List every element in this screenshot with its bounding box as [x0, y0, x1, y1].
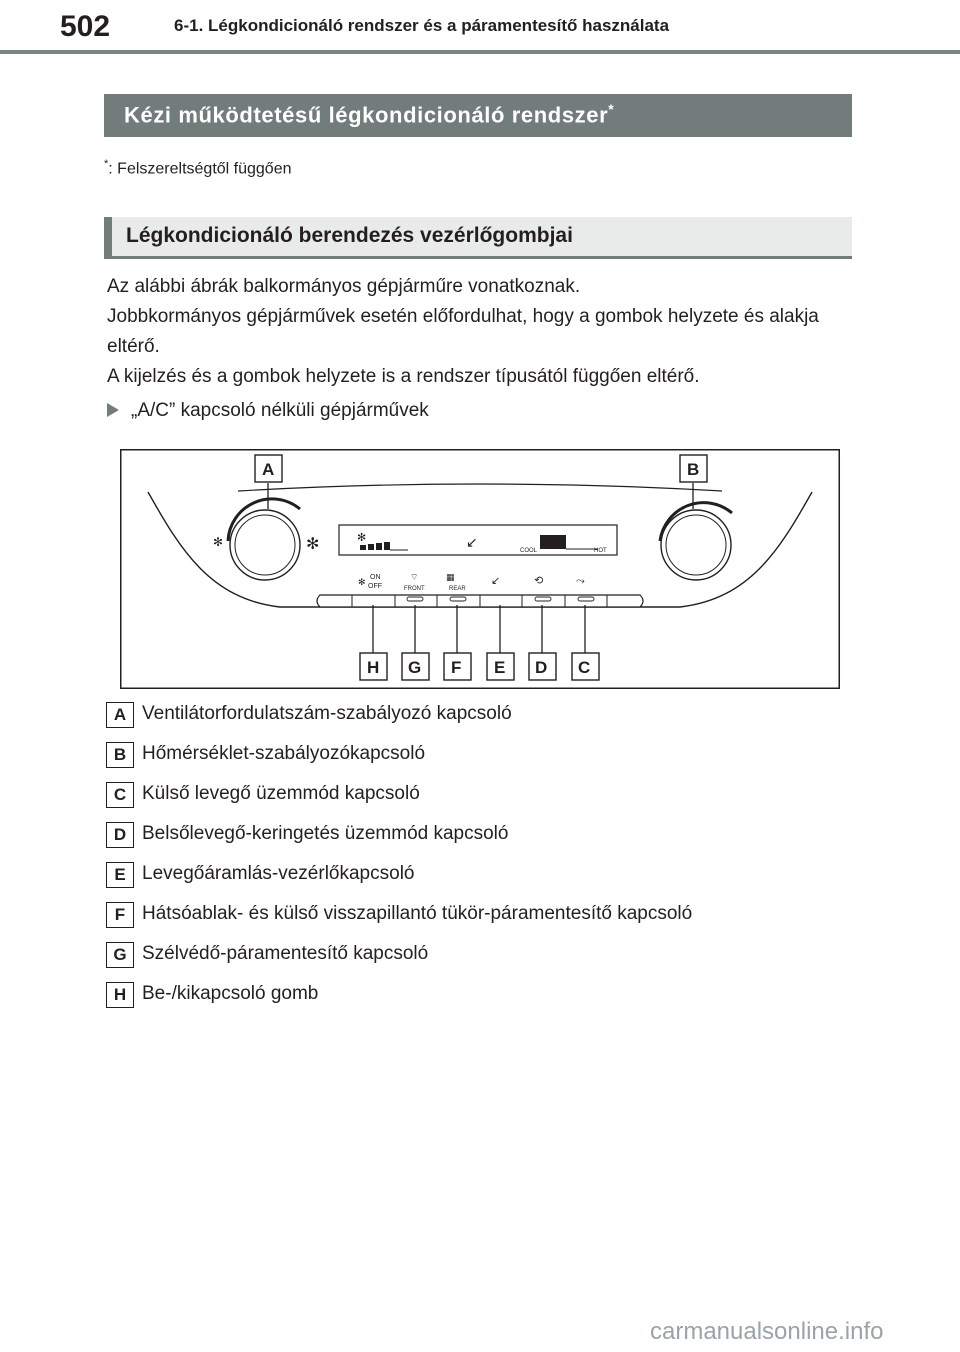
recirculation-icon: ⟲ [534, 574, 544, 587]
svg-text:H: H [367, 658, 380, 677]
bullet-triangle-icon [107, 403, 119, 417]
page-number: 502 [60, 10, 111, 43]
ac-display [339, 525, 617, 555]
svg-text:✻: ✻ [213, 535, 224, 549]
chapter-title: 6-1. Légkondicionáló rendszer és a páramentesítő használata [174, 16, 670, 35]
svg-text:ON: ON [370, 574, 381, 581]
legend-badge: A [106, 702, 134, 728]
legend-text: Szélvédő-páramentesítő kapcsoló [142, 943, 429, 964]
paragraph-2: Jobbkormányos gépjárművek esetén előfordulhat, hogy a gombok helyzete és alakja eltérő. [107, 306, 819, 357]
svg-text:REAR: REAR [449, 586, 466, 592]
windshield-defrost-icon: ⌔ [410, 573, 419, 583]
legend-text: Belsőlevegő-keringetés üzemmód kapcsoló [142, 823, 509, 844]
callout-h [360, 653, 387, 680]
section-title: Kézi működtetésű légkondicionáló rendszer* [124, 101, 615, 128]
callout-d [529, 653, 556, 680]
paragraph-1: Az alábbi ábrák balkormányos gépjárműre vonatkoznak. [107, 276, 581, 297]
legend-badge: D [106, 822, 134, 848]
svg-text:A: A [262, 460, 275, 479]
airflow-mode-icon: ↙ [491, 574, 501, 587]
footnote [104, 158, 292, 178]
svg-text:OFF: OFF [368, 583, 382, 590]
rear-defrost-icon: ▦ [446, 573, 455, 583]
svg-text:C: C [578, 658, 591, 677]
legend-badge: C [106, 782, 134, 808]
legend-text: Be-/kikapcsoló gomb [142, 983, 319, 1004]
svg-text:F: F [451, 658, 462, 677]
footnote-text: : Felszereltségtől függően [108, 160, 292, 178]
legend-badge: E [106, 862, 134, 888]
svg-text:HOT: HOT [594, 548, 607, 554]
svg-text:✻: ✻ [306, 534, 320, 553]
callout-a [255, 455, 282, 482]
footnote-mark: * [104, 158, 109, 170]
power-fan-icon: ✻ [358, 578, 366, 588]
variant-bullet [107, 400, 429, 422]
diagram-frame [121, 450, 840, 689]
outside-air-icon: ⤳ [576, 574, 585, 587]
section-title-bar [104, 94, 852, 137]
legend-badge: H [106, 982, 134, 1008]
legend-text: Hátsóablak- és külső visszapillantó tükör-páramentesítő kapcsoló [142, 903, 693, 924]
header-divider [0, 50, 960, 54]
legend-badge: G [106, 942, 134, 968]
intro-text [107, 272, 857, 392]
svg-text:G: G [408, 658, 422, 677]
legend-badge: B [106, 742, 134, 768]
paragraph-3: A kijelzés és a gombok helyzete is a rendszer típusától függően eltérő. [107, 366, 700, 387]
callout-g [402, 653, 429, 680]
legend-text: Levegőáramlás-vezérlőkapcsoló [142, 863, 415, 884]
subsection-title: Légkondicionáló berendezés vezérlőgombjai [126, 224, 573, 247]
svg-text:E: E [494, 658, 506, 677]
airflow-icon: ↙ [466, 535, 478, 551]
svg-text:B: B [687, 460, 700, 479]
callout-f [444, 653, 471, 680]
legend-text: Külső levegő üzemmód kapcsoló [142, 783, 420, 804]
svg-text:D: D [535, 658, 548, 677]
svg-text:FRONT: FRONT [404, 586, 425, 592]
ac-control-panel-diagram [120, 449, 840, 689]
watermark: carmanualsonline.info [650, 1318, 884, 1345]
callout-b [680, 455, 707, 482]
callout-e [487, 653, 514, 680]
legend-text: Ventilátorfordulatszám-szabályozó kapcsoló [142, 703, 512, 724]
legend-badge: F [106, 902, 134, 928]
legend-text: Hőmérséklet-szabályozókapcsoló [142, 743, 426, 764]
subsection-title-bar [104, 217, 852, 259]
bullet-text: „A/C” kapcsoló nélküli gépjárművek [131, 400, 429, 421]
callout-c [572, 653, 599, 680]
button-strip [317, 595, 643, 607]
svg-text:COOL: COOL [520, 548, 538, 554]
section-title-mark: * [608, 101, 615, 117]
svg-text:✻: ✻ [357, 531, 367, 544]
